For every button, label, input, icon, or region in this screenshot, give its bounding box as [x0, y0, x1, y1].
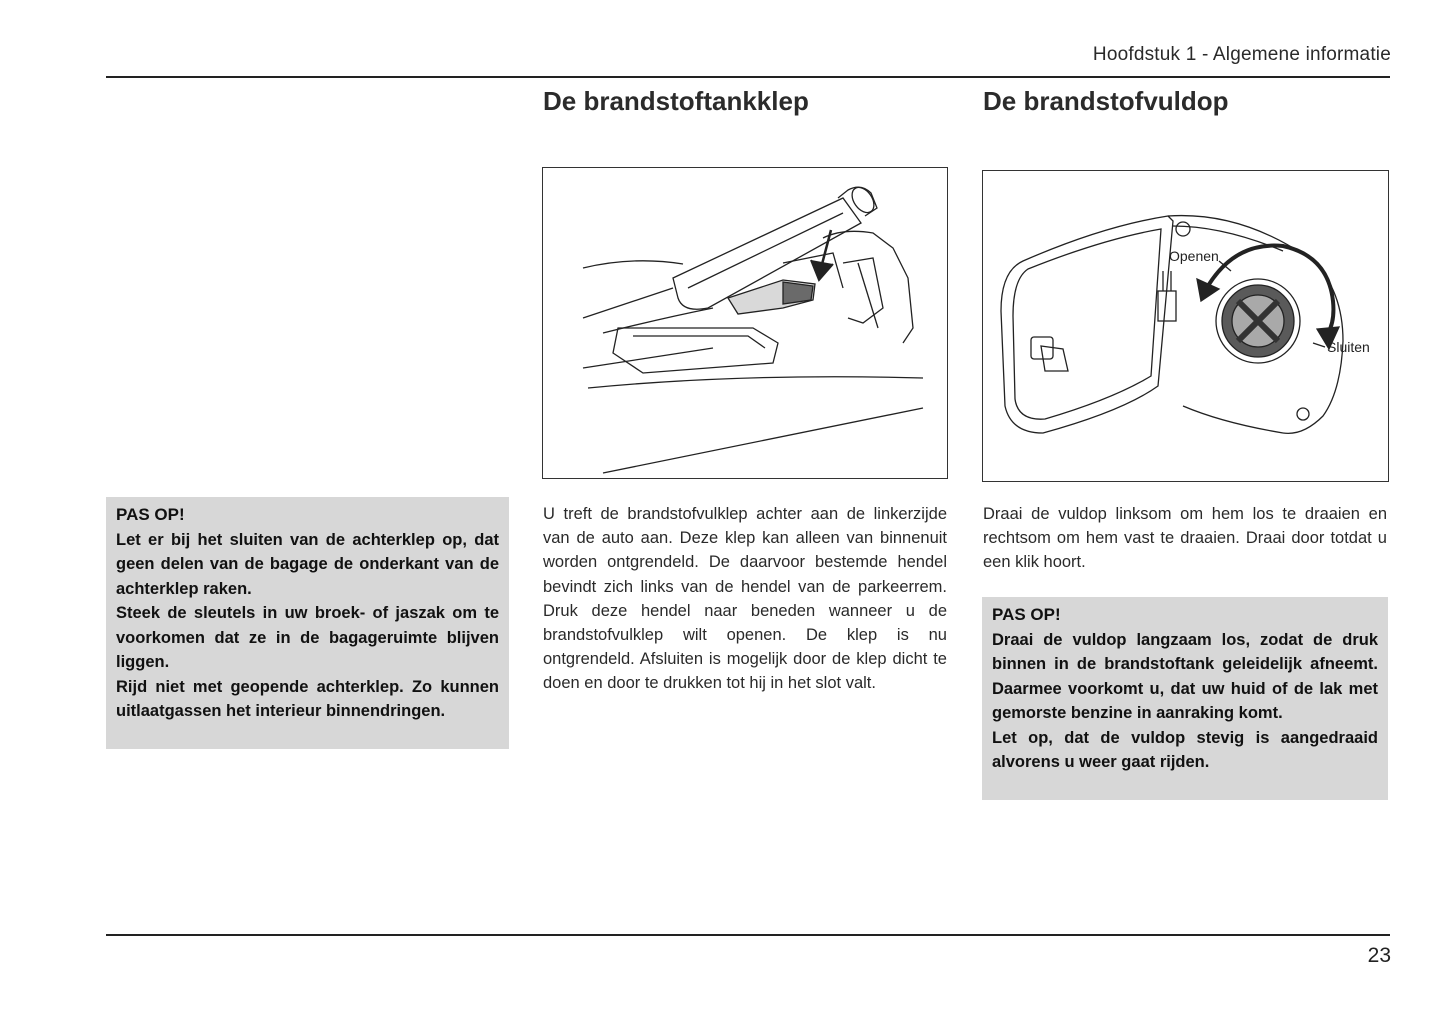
warning-line: Let op, dat de vuldop stevig is aangedraaid alvorens u weer gaat rijden. [992, 728, 1378, 771]
fuel-cap-warning-box [982, 597, 1388, 800]
warning-line: Let er bij het sluiten van de achterklep op, dat geen delen van de bagage de onderkant van de achterklep raken. [116, 530, 499, 598]
close-label: Sluiten [1327, 339, 1370, 355]
page-number: 23 [1367, 944, 1391, 967]
parking-brake-lever-illustration [542, 167, 948, 479]
footer-rule [106, 934, 1390, 936]
warning-line: Draai de vuldop langzaam los, zodat de druk binnen in de brandstoftank geleidelijk afneemt. Daarmee voorkomt u, dat uw huid of de lak met gemorste benzine in aanraking komt. [992, 630, 1378, 722]
warning-line: Rijd niet met geopende achterklep. Zo kunnen uitlaatgassen het interieur binnendringen. [116, 677, 499, 720]
warning-line: Steek de sleutels in uw broek- of jaszak om te voorkomen dat ze in de bagageruimte blijven liggen. [116, 604, 499, 671]
fuel-flap-heading: De brandstoftankklep [543, 86, 809, 116]
warning-title: PAS OP! [992, 605, 1061, 624]
chapter-title: Hoofdstuk 1 - Algemene informatie [1092, 44, 1391, 65]
header-rule [106, 76, 1390, 78]
warning-title: PAS OP! [116, 505, 185, 524]
left-warning-box [106, 497, 509, 749]
fuel-cap-heading: De brandstofvuldop [983, 86, 1229, 116]
open-label: Openen [1169, 248, 1219, 264]
fuel-flap-body: U treft de brandstofvulklep achter aan de linkerzijde van de auto aan. Deze klep kan alleen van binnenuit worden ontgrendeld. De daarvoor bestemde hendel bevindt zich links van de hendel van de parkeerrem. Druk deze hendel naar beneden wanneer u de brandstofvulklep wilt openen. De klep is nu ontgrendeld. Afsluiten is mogelijk door de klep dicht te doen en door te drukken tot hij in het slot valt. [543, 505, 947, 693]
fuel-cap-body: Draai de vuldop linksom om hem los te draaien en rechtsom om hem vast te draaien. Draai door totdat u een klik hoort. [983, 505, 1387, 572]
fuel-cap-illustration [982, 170, 1389, 482]
